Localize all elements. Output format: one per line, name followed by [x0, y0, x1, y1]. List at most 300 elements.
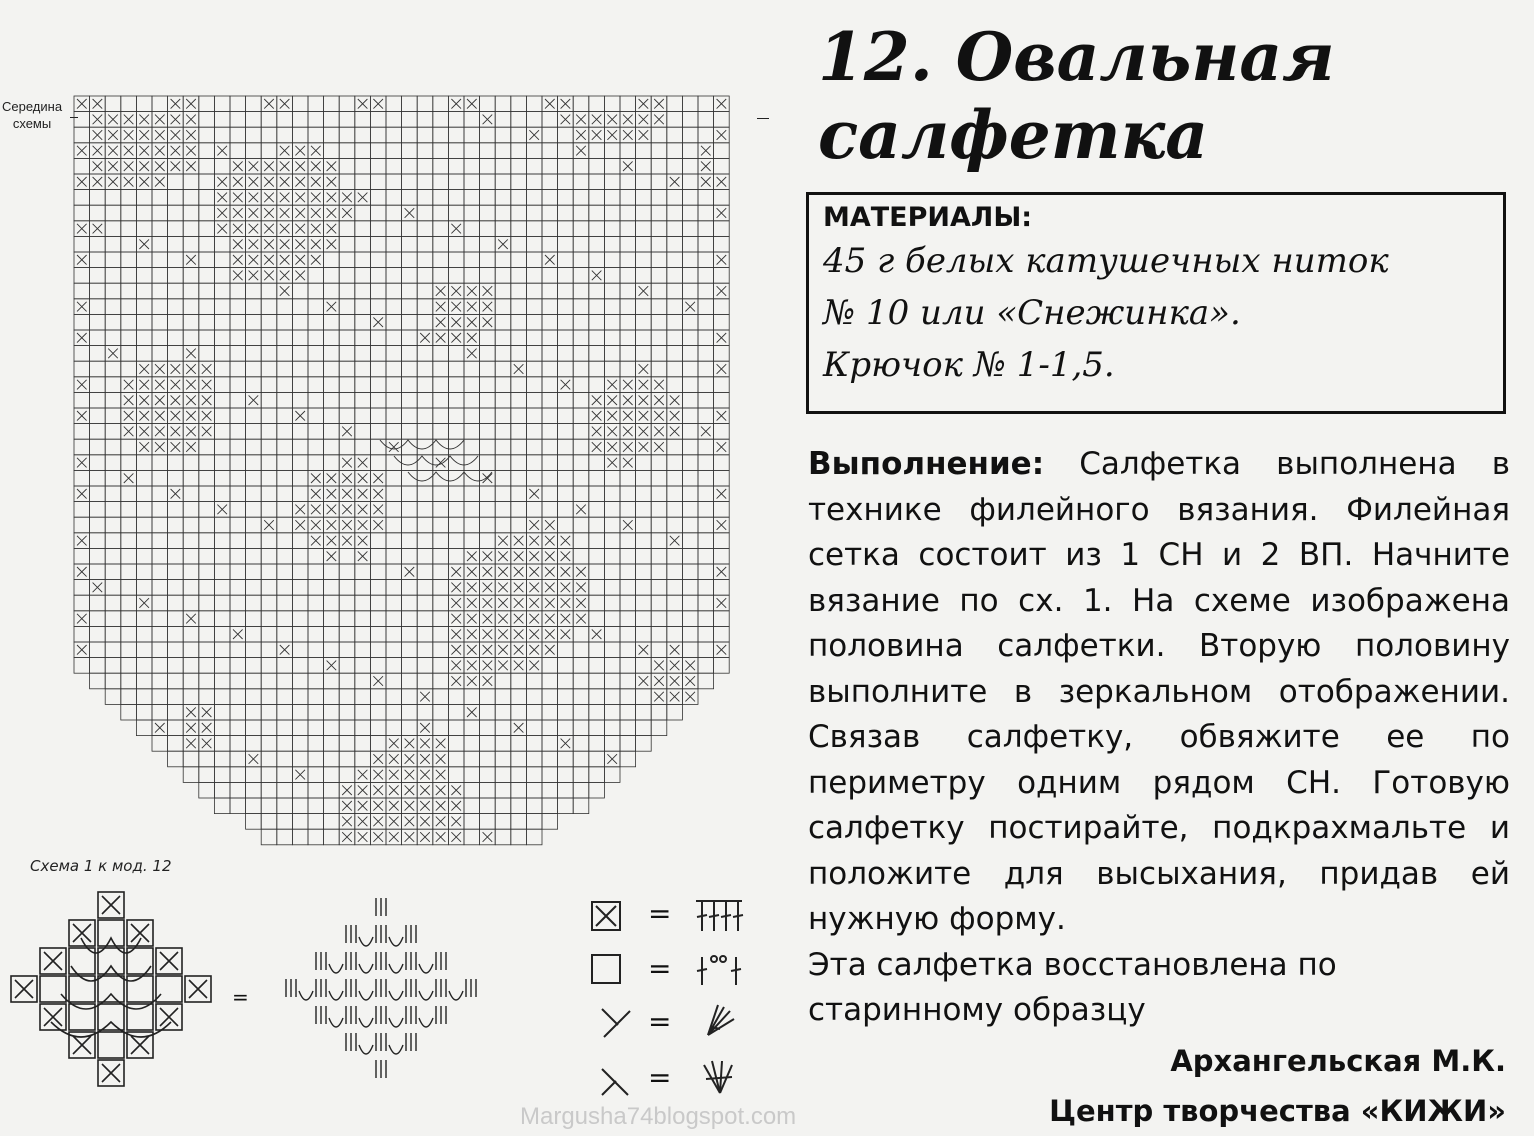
chart-cell [168, 283, 184, 299]
chart-cell [136, 689, 152, 705]
chart-cell [105, 408, 121, 424]
chart-cell [714, 424, 730, 440]
chart-cell [355, 377, 371, 393]
chart-cross [498, 239, 508, 249]
chart-cell [277, 502, 293, 518]
chart-cross [77, 333, 87, 343]
chart-cell [292, 626, 308, 642]
chart-cross [405, 739, 415, 749]
chart-cell [308, 767, 324, 783]
chart-cell [495, 439, 511, 455]
chart-cell [277, 767, 293, 783]
chart-cross [389, 754, 399, 764]
chart-cell [589, 736, 605, 752]
chart-cell [433, 580, 449, 596]
chart-cell [526, 314, 542, 330]
chart-cell [589, 174, 605, 190]
chart-cell [90, 470, 106, 486]
chart-cross [717, 286, 727, 296]
chart-cell [230, 361, 246, 377]
motif-cross [102, 1064, 120, 1082]
chart-cross [483, 645, 493, 655]
chart-cell [542, 330, 558, 346]
chart-cross [545, 583, 555, 593]
chart-cross [389, 442, 399, 452]
chart-cell [246, 424, 262, 440]
chart-cell [339, 314, 355, 330]
chart-cell [277, 829, 293, 845]
chart-cell [402, 673, 418, 689]
chart-cell [511, 205, 527, 221]
chart-cell [183, 517, 199, 533]
chart-cell [604, 736, 620, 752]
chart-cell [370, 720, 386, 736]
stitch-arc [389, 1018, 403, 1027]
chart-cell [324, 408, 340, 424]
chart-cell [90, 314, 106, 330]
chart-cell [121, 299, 137, 315]
chart-cell [495, 392, 511, 408]
chart-cell [292, 611, 308, 627]
chart-cross [436, 286, 446, 296]
chart-cell [292, 580, 308, 596]
chart-cell [246, 455, 262, 471]
chart-cell [402, 533, 418, 549]
chart-cell [480, 205, 496, 221]
chart-cross [467, 349, 477, 359]
chart-cell [74, 268, 90, 284]
chart-cell [480, 455, 496, 471]
chart-cell [495, 517, 511, 533]
chart-cell [495, 330, 511, 346]
chart-cross [108, 146, 118, 156]
chart-cell [152, 96, 168, 112]
chart-cell [355, 268, 371, 284]
chart-cell [308, 626, 324, 642]
chart-cross [311, 536, 321, 546]
chart-cell [74, 158, 90, 174]
chart-cell [324, 564, 340, 580]
chart-cell [355, 580, 371, 596]
chart-cell [542, 470, 558, 486]
chart-cell [74, 190, 90, 206]
chart-cell [573, 314, 589, 330]
chart-cell [214, 595, 230, 611]
chart-cross [155, 146, 165, 156]
chart-cross [358, 832, 368, 842]
chart-cell [448, 767, 464, 783]
chart-cell [620, 236, 636, 252]
chart-cell [604, 580, 620, 596]
chart-cross [249, 177, 259, 187]
chart-cell [542, 689, 558, 705]
chart-cell [90, 252, 106, 268]
chart-cell [464, 798, 480, 814]
chart-cross [233, 629, 243, 639]
chart-cell [308, 314, 324, 330]
author-org: Центр творчества «КИЖИ» [1049, 1094, 1506, 1128]
chart-cell [199, 470, 215, 486]
instructions-text: Салфетка выполнена в технике филейного вязания. Филейная сетка состоит из 1 СН и 2 ВП. Начните вязание по сх. 1. На схеме изображена половина салфетки. Вторую половину выполните в зеркальном отображении. Связав салфетку, обвяжите ее по периметру одним рядом СН. Готовую салфетку постирайте, подкрахмальте и положите для высыхания, придав ей нужную форму. [808, 446, 1510, 937]
chart-cell [370, 736, 386, 752]
chart-cell [651, 502, 667, 518]
chart-cell [183, 470, 199, 486]
chart-cell [121, 346, 137, 362]
chart-cell [651, 704, 667, 720]
chart-cell [402, 580, 418, 596]
chart-cell [261, 314, 277, 330]
chart-cell [183, 174, 199, 190]
chart-cell [558, 361, 574, 377]
chart-cell [526, 689, 542, 705]
chart-cell [214, 127, 230, 143]
chart-cell [480, 751, 496, 767]
chart-cross [405, 785, 415, 795]
chart-cell [355, 221, 371, 237]
chart-cross [420, 817, 430, 827]
chart-cross [186, 739, 196, 749]
chart-cell [417, 439, 433, 455]
chart-cross [373, 801, 383, 811]
chart-cell [90, 330, 106, 346]
chart-cell [682, 642, 698, 658]
chart-cell [386, 314, 402, 330]
chart-cell [386, 517, 402, 533]
chart-cell [277, 814, 293, 830]
chart-cell [230, 658, 246, 674]
chart-cell [526, 283, 542, 299]
chart-cell [292, 564, 308, 580]
chart-cell [246, 689, 262, 705]
chart-cell [589, 658, 605, 674]
chart-cell [277, 798, 293, 814]
chart-cell [261, 626, 277, 642]
chart-cell [651, 595, 667, 611]
materials-line-2: № 10 или «Снежинка». [823, 293, 1241, 333]
chart-cross [529, 130, 539, 140]
chart-cell [121, 221, 137, 237]
chart-cell [480, 689, 496, 705]
chart-cell [355, 673, 371, 689]
chart-shell-arc [394, 456, 478, 465]
chart-cross [233, 255, 243, 265]
chart-cell [480, 486, 496, 502]
chart-cell [495, 689, 511, 705]
chart-cell [324, 268, 340, 284]
chart-cell [714, 533, 730, 549]
chart-cross [654, 427, 664, 437]
chart-cell [636, 190, 652, 206]
chart-cell [261, 548, 277, 564]
chart-cell [651, 548, 667, 564]
chart-cross [420, 333, 430, 343]
motif-square [156, 976, 182, 1002]
chart-cell [480, 408, 496, 424]
chart-cross [327, 177, 337, 187]
chart-cell [667, 314, 683, 330]
chart-cross [405, 754, 415, 764]
chart-cell [698, 517, 714, 533]
chart-cross [592, 271, 602, 281]
chart-cell [448, 486, 464, 502]
chart-cross [171, 146, 181, 156]
chart-cross [280, 146, 290, 156]
chart-cell [214, 658, 230, 674]
chart-cross [451, 614, 461, 624]
chart-cell [667, 268, 683, 284]
chart-cell [542, 361, 558, 377]
chart-cell [402, 642, 418, 658]
chart-cell [230, 704, 246, 720]
chart-cross [77, 536, 87, 546]
chart-cell [74, 392, 90, 408]
chart-cell [339, 626, 355, 642]
chart-cross [654, 395, 664, 405]
chart-cross [280, 208, 290, 218]
chart-cell [386, 580, 402, 596]
chart-cross [467, 614, 477, 624]
chart-cell [136, 673, 152, 689]
chart-cross [483, 614, 493, 624]
chart-cell [308, 782, 324, 798]
chart-cell [589, 782, 605, 798]
chart-cross [93, 99, 103, 109]
chart-cell [433, 346, 449, 362]
chart-cell [277, 486, 293, 502]
chart-cell [667, 486, 683, 502]
chart-cell [105, 689, 121, 705]
chart-cell [495, 221, 511, 237]
chart-cell [324, 392, 340, 408]
chart-cell [402, 299, 418, 315]
chart-cross [451, 317, 461, 327]
chart-cell [308, 564, 324, 580]
chart-cell [168, 502, 184, 518]
chart-cell [277, 782, 293, 798]
chart-cross [701, 177, 711, 187]
chart-cell [246, 611, 262, 627]
chart-cross [545, 520, 555, 530]
chart-cross [436, 302, 446, 312]
chart-cell [526, 798, 542, 814]
chart-cell [604, 673, 620, 689]
chart-cross [561, 598, 571, 608]
chart-cell [589, 720, 605, 736]
chart-cross [327, 224, 337, 234]
chart-cross [389, 770, 399, 780]
chart-cell [121, 564, 137, 580]
chart-cell [448, 548, 464, 564]
chart-cell [604, 658, 620, 674]
chart-cell [168, 626, 184, 642]
chart-cell [651, 642, 667, 658]
chart-cell [90, 626, 106, 642]
chart-cell [308, 361, 324, 377]
chart-cross [451, 629, 461, 639]
chart-cell [370, 268, 386, 284]
chart-cell [495, 408, 511, 424]
chart-cell [121, 595, 137, 611]
chart-cross [358, 551, 368, 561]
chart-cross [295, 208, 305, 218]
chart-cell [370, 236, 386, 252]
chart-cross [561, 567, 571, 577]
chart-cell [698, 314, 714, 330]
chart-cell [136, 611, 152, 627]
chart-cell [246, 626, 262, 642]
chart-cell [651, 346, 667, 362]
chart-cell [682, 330, 698, 346]
chart-cell [90, 658, 106, 674]
chart-cell [74, 548, 90, 564]
four-treble-icon [694, 897, 744, 935]
chart-cell [90, 377, 106, 393]
chart-cross [93, 224, 103, 234]
chart-cross [436, 333, 446, 343]
chart-cell [277, 736, 293, 752]
chart-cell [714, 346, 730, 362]
chart-cell [261, 346, 277, 362]
chart-cell [495, 486, 511, 502]
chart-cross [342, 520, 352, 530]
chart-cross [483, 317, 493, 327]
motif-square [127, 976, 153, 1002]
chart-cross [623, 161, 633, 171]
chart-cell [386, 190, 402, 206]
chart-cross [483, 832, 493, 842]
motif-square [98, 1004, 124, 1030]
chart-cell [386, 283, 402, 299]
chart-cell [370, 658, 386, 674]
chart-cell [464, 751, 480, 767]
chart-cross [264, 208, 274, 218]
chart-cell [90, 439, 106, 455]
chart-cross [717, 442, 727, 452]
chart-cell [651, 174, 667, 190]
chart-cell [370, 330, 386, 346]
chart-cross [654, 380, 664, 390]
chart-cell [589, 767, 605, 783]
chart-cell [292, 314, 308, 330]
chart-cell [620, 205, 636, 221]
chart-cell [214, 424, 230, 440]
chart-cell [526, 455, 542, 471]
chart-cell [261, 299, 277, 315]
chart-cell [339, 439, 355, 455]
chart-cell [292, 658, 308, 674]
chart-cell [105, 517, 121, 533]
chart-cell [105, 595, 121, 611]
chart-cell [339, 268, 355, 284]
chart-cell [370, 626, 386, 642]
chart-cell [121, 580, 137, 596]
chart-cross [483, 551, 493, 561]
chart-cross [358, 801, 368, 811]
chart-cell [386, 299, 402, 315]
chart-cross [77, 99, 87, 109]
chart-cell [324, 767, 340, 783]
chart-cell [105, 377, 121, 393]
chart-cell [417, 158, 433, 174]
chart-cell [636, 299, 652, 315]
chart-cell [308, 658, 324, 674]
chart-cell [526, 814, 542, 830]
chart-cell [526, 424, 542, 440]
chart-cross [670, 676, 680, 686]
chart-cell [261, 283, 277, 299]
chart-cross [311, 505, 321, 515]
chart-cell [448, 127, 464, 143]
chart-cell [667, 190, 683, 206]
chart-cell [573, 330, 589, 346]
chart-cell [417, 486, 433, 502]
legend-equals-1: = [648, 897, 672, 930]
chart-cell [308, 798, 324, 814]
chart-cell [74, 112, 90, 128]
chart-cell [90, 502, 106, 518]
chart-cell [448, 470, 464, 486]
chart-cell [292, 346, 308, 362]
chart-cell [620, 314, 636, 330]
chart-cell [682, 486, 698, 502]
chart-cell [417, 564, 433, 580]
chart-cross [342, 193, 352, 203]
chart-cross [202, 364, 212, 374]
chart-cross [561, 536, 571, 546]
chart-cell [573, 283, 589, 299]
chart-cross [93, 115, 103, 125]
stitch-arc [419, 964, 433, 973]
chart-cross [561, 739, 571, 749]
chart-cell [433, 626, 449, 642]
chart-cross [139, 395, 149, 405]
instructions-label: Выполнение: [808, 446, 1045, 482]
chart-cell [573, 470, 589, 486]
chart-cell [292, 533, 308, 549]
chart-cell [386, 689, 402, 705]
chart-cell [152, 611, 168, 627]
chart-cell [90, 595, 106, 611]
chart-cell [698, 470, 714, 486]
chart-cell [589, 190, 605, 206]
chart-cross [607, 115, 617, 125]
chart-cell [214, 455, 230, 471]
chart-cell [448, 174, 464, 190]
chart-cell [324, 252, 340, 268]
motif-square [98, 920, 124, 946]
chart-cell [370, 190, 386, 206]
chart-cell [339, 299, 355, 315]
chart-cross [155, 161, 165, 171]
chart-cross [77, 255, 87, 265]
chart-cell [651, 221, 667, 237]
chart-cell [339, 767, 355, 783]
chart-cell [355, 689, 371, 705]
chart-cell [105, 533, 121, 549]
chart-cell [246, 283, 262, 299]
chart-cross [202, 707, 212, 717]
chart-cell [714, 299, 730, 315]
chart-cell [511, 486, 527, 502]
chart-cell [511, 798, 527, 814]
chart-cell [417, 299, 433, 315]
chart-cell [448, 252, 464, 268]
chart-cell [480, 424, 496, 440]
chart-cross [467, 302, 477, 312]
mesh-stitch-icon [694, 951, 744, 989]
chart-cell [620, 330, 636, 346]
chart-cross [342, 536, 352, 546]
